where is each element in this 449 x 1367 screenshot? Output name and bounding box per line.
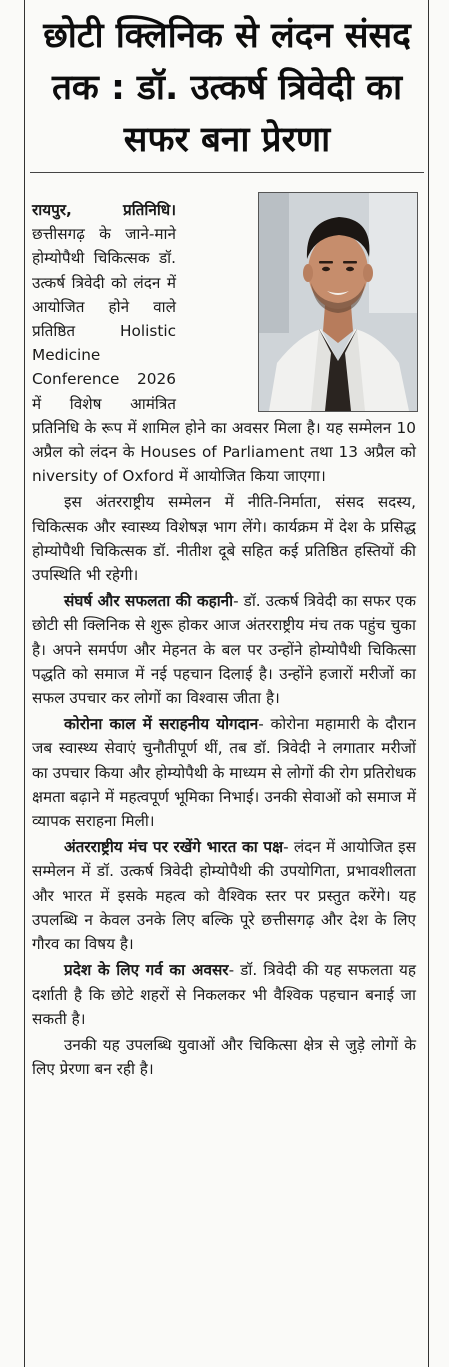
photo-wrap-space (184, 198, 416, 410)
subhead-pride: प्रदेश के लिए गर्व का अवसर (64, 961, 229, 980)
article-body (32, 198, 416, 1083)
subhead-struggle: संघर्ष और सफलता की कहानी (64, 592, 234, 611)
subhead-corona: कोरोना काल में सराहनीय योगदान (64, 715, 259, 734)
dateline: रायपुर, प्रतिनिधि। (32, 201, 176, 219)
paragraph-struggle (32, 589, 416, 710)
paragraph-international (32, 835, 416, 956)
headline: छोटी क्लिनिक से लंदन संसद तक : डॉ. उत्कर्ष त्रिवेदी का सफर बना प्रेरणा (43, 16, 411, 160)
subhead-international: अंतरराष्ट्रीय मंच पर रखेंगे भारत का पक्ष (64, 838, 284, 857)
paragraph-conference: इस अंतरराष्ट्रीय सम्मेलन में नीति-निर्माता, संसद सदस्य, चिकित्सक और स्वास्थ्य विशेषज्ञ भाग लेंगे। कार्यक्रम में देश के प्रसिद्ध होम्योपैथी चिकित्सक डॉ. नीतीश दूबे सहित कई प्रतिष्ठित हस्तियों की उपस्थिति भी रहेगी। (32, 493, 416, 585)
paragraph-closing: उनकी यह उपलब्धि युवाओं और चिकित्सा क्षेत्र से जुड़े लोगों के लिए प्रेरणा बन रही है। (32, 1035, 416, 1079)
column-rule-right (428, 0, 429, 1367)
paragraph-struggle-text: - डॉ. उत्कर्ष त्रिवेदी का सफर एक छोटी सी क्लिनिक से शुरू होकर आज अंतरराष्ट्रीय मंच तक पहुंच चुका है। अपने समर्पण और मेहनत के बल पर उन्होंने होम्योपैथी चिकित्सा पद्धति को समाज में नई पहचान दिलाई है। उन्होंने हजारों मरीजों का सफल उपचार कर लोगों का विश्वास जीता है। (32, 592, 416, 708)
column-rule-left (24, 0, 25, 1367)
paragraph-corona (32, 712, 416, 833)
paragraph-pride (32, 958, 416, 1031)
paragraph-corona-text: - कोरोना महामारी के दौरान जब स्वास्थ्य सेवाएं चुनौतीपूर्ण थीं, तब डॉ. त्रिवेदी ने लगातार मरीजों का उपचार किया और होम्योपैथी के माध्यम से लोगों की रोग प्रतिरोधक क्षमता बढ़ाने में महत्वपूर्ण भूमिका निभाई। उनकी सेवाओं को समाज में व्यापक सराहना मिली। (32, 715, 417, 831)
paragraph-pride-text: - डॉ. त्रिवेदी की यह सफलता यह दर्शाती है कि छोटे शहरों से निकलकर भी वैश्विक पहचान बनाई जा सकती है। (32, 961, 416, 1028)
paragraph-international-text: - लंदन में आयोजित इस सम्मेलन में डॉ. उत्कर्ष त्रिवेदी होम्योपैथी की उपयोगिता, प्रभावशीलता और भारत में इसके महत्व को वैश्विक स्तर पर प्रस्तुत करेंगे। यह उपलब्धि न केवल उनके लिए बल्कि पूरे छत्तीसगढ़ और देश के लिए गौरव का विषय है। (32, 838, 416, 954)
paragraph-intro-text: छत्तीसगढ़ के जाने-माने होम्योपैथी चिकित्सक डॉ. उत्कर्ष त्रिवेदी को लंदन में आयोजित होने वाले प्रतिष्ठित Holistic Medicine Conference 2026 में विशेष आमंत्रित प्रतिनिधि के रूप में शामिल होने का अवसर मिला है। यह सम्मेलन 10 अप्रैल को लंदन के Houses of Parliament तथा 13 अप्रैल को niversity of Oxford में आयोजित किया जाएगा। (32, 225, 416, 486)
headline-divider (30, 172, 424, 173)
